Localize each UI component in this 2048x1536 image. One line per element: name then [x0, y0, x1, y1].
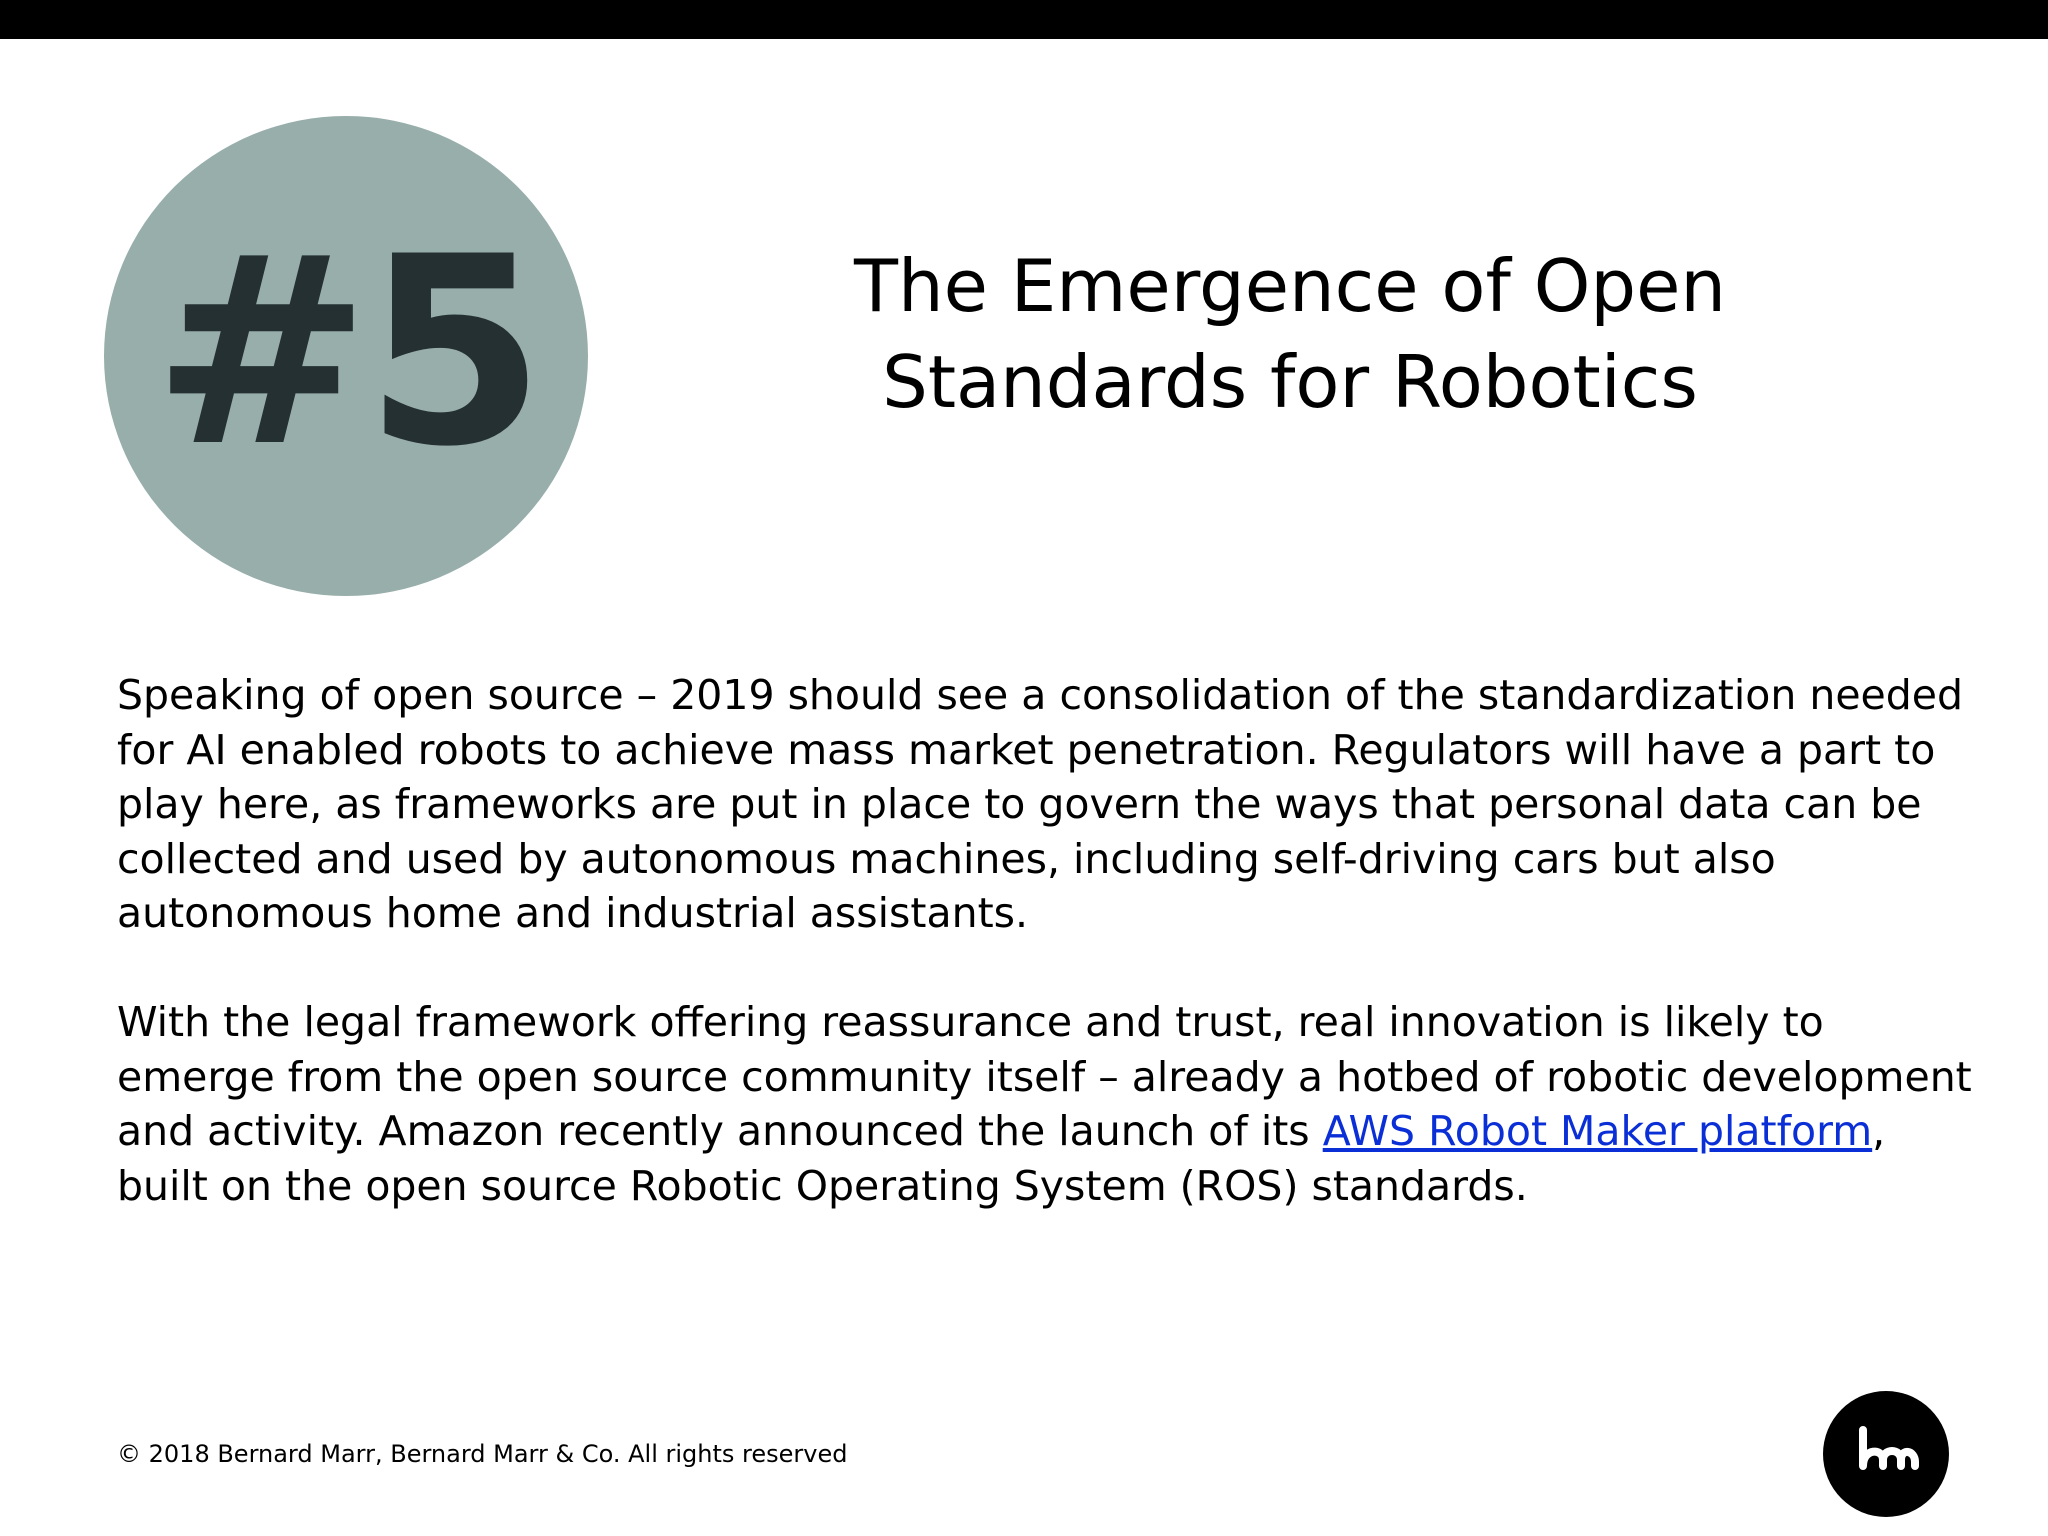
- copyright-notice: © 2018 Bernard Marr, Bernard Marr & Co. All rights reserved: [117, 1440, 848, 1468]
- top-bar: [0, 0, 2048, 39]
- paragraph-text-after-link: , built on the open source Robotic Operating System (ROS) standards.: [117, 1107, 1886, 1210]
- bm-logo-glyph-icon: [1851, 1424, 1921, 1484]
- paragraph-standardization: Speaking of open source – 2019 should see a consolidation of the standardization needed for AI enabled robots to achieve mass market penetration. Regulators will have a part to play here, as frameworks are put in place to govern the ways that personal data can be collected and used by autonomous machines, including self-driving cars but also autonomous home and industrial assistants.: [117, 671, 1964, 937]
- paragraph-text-before-link: With the legal framework offering reassurance and trust, real innovation is likely to emerge from the open source community itself – already a hotbed of robotic development and activity. Amazon recently announced the launch of its: [117, 998, 1972, 1155]
- aws-robot-maker-link[interactable]: AWS Robot Maker platform: [1322, 1107, 1873, 1155]
- slide-body: [117, 668, 1977, 1213]
- paragraph-open-source: [117, 995, 1977, 1213]
- number-badge: [104, 116, 588, 596]
- bm-logo-icon: [1823, 1391, 1949, 1517]
- slide-title: The Emergence of Open Standards for Robotics: [853, 244, 1727, 424]
- badge-number: #5: [152, 202, 540, 504]
